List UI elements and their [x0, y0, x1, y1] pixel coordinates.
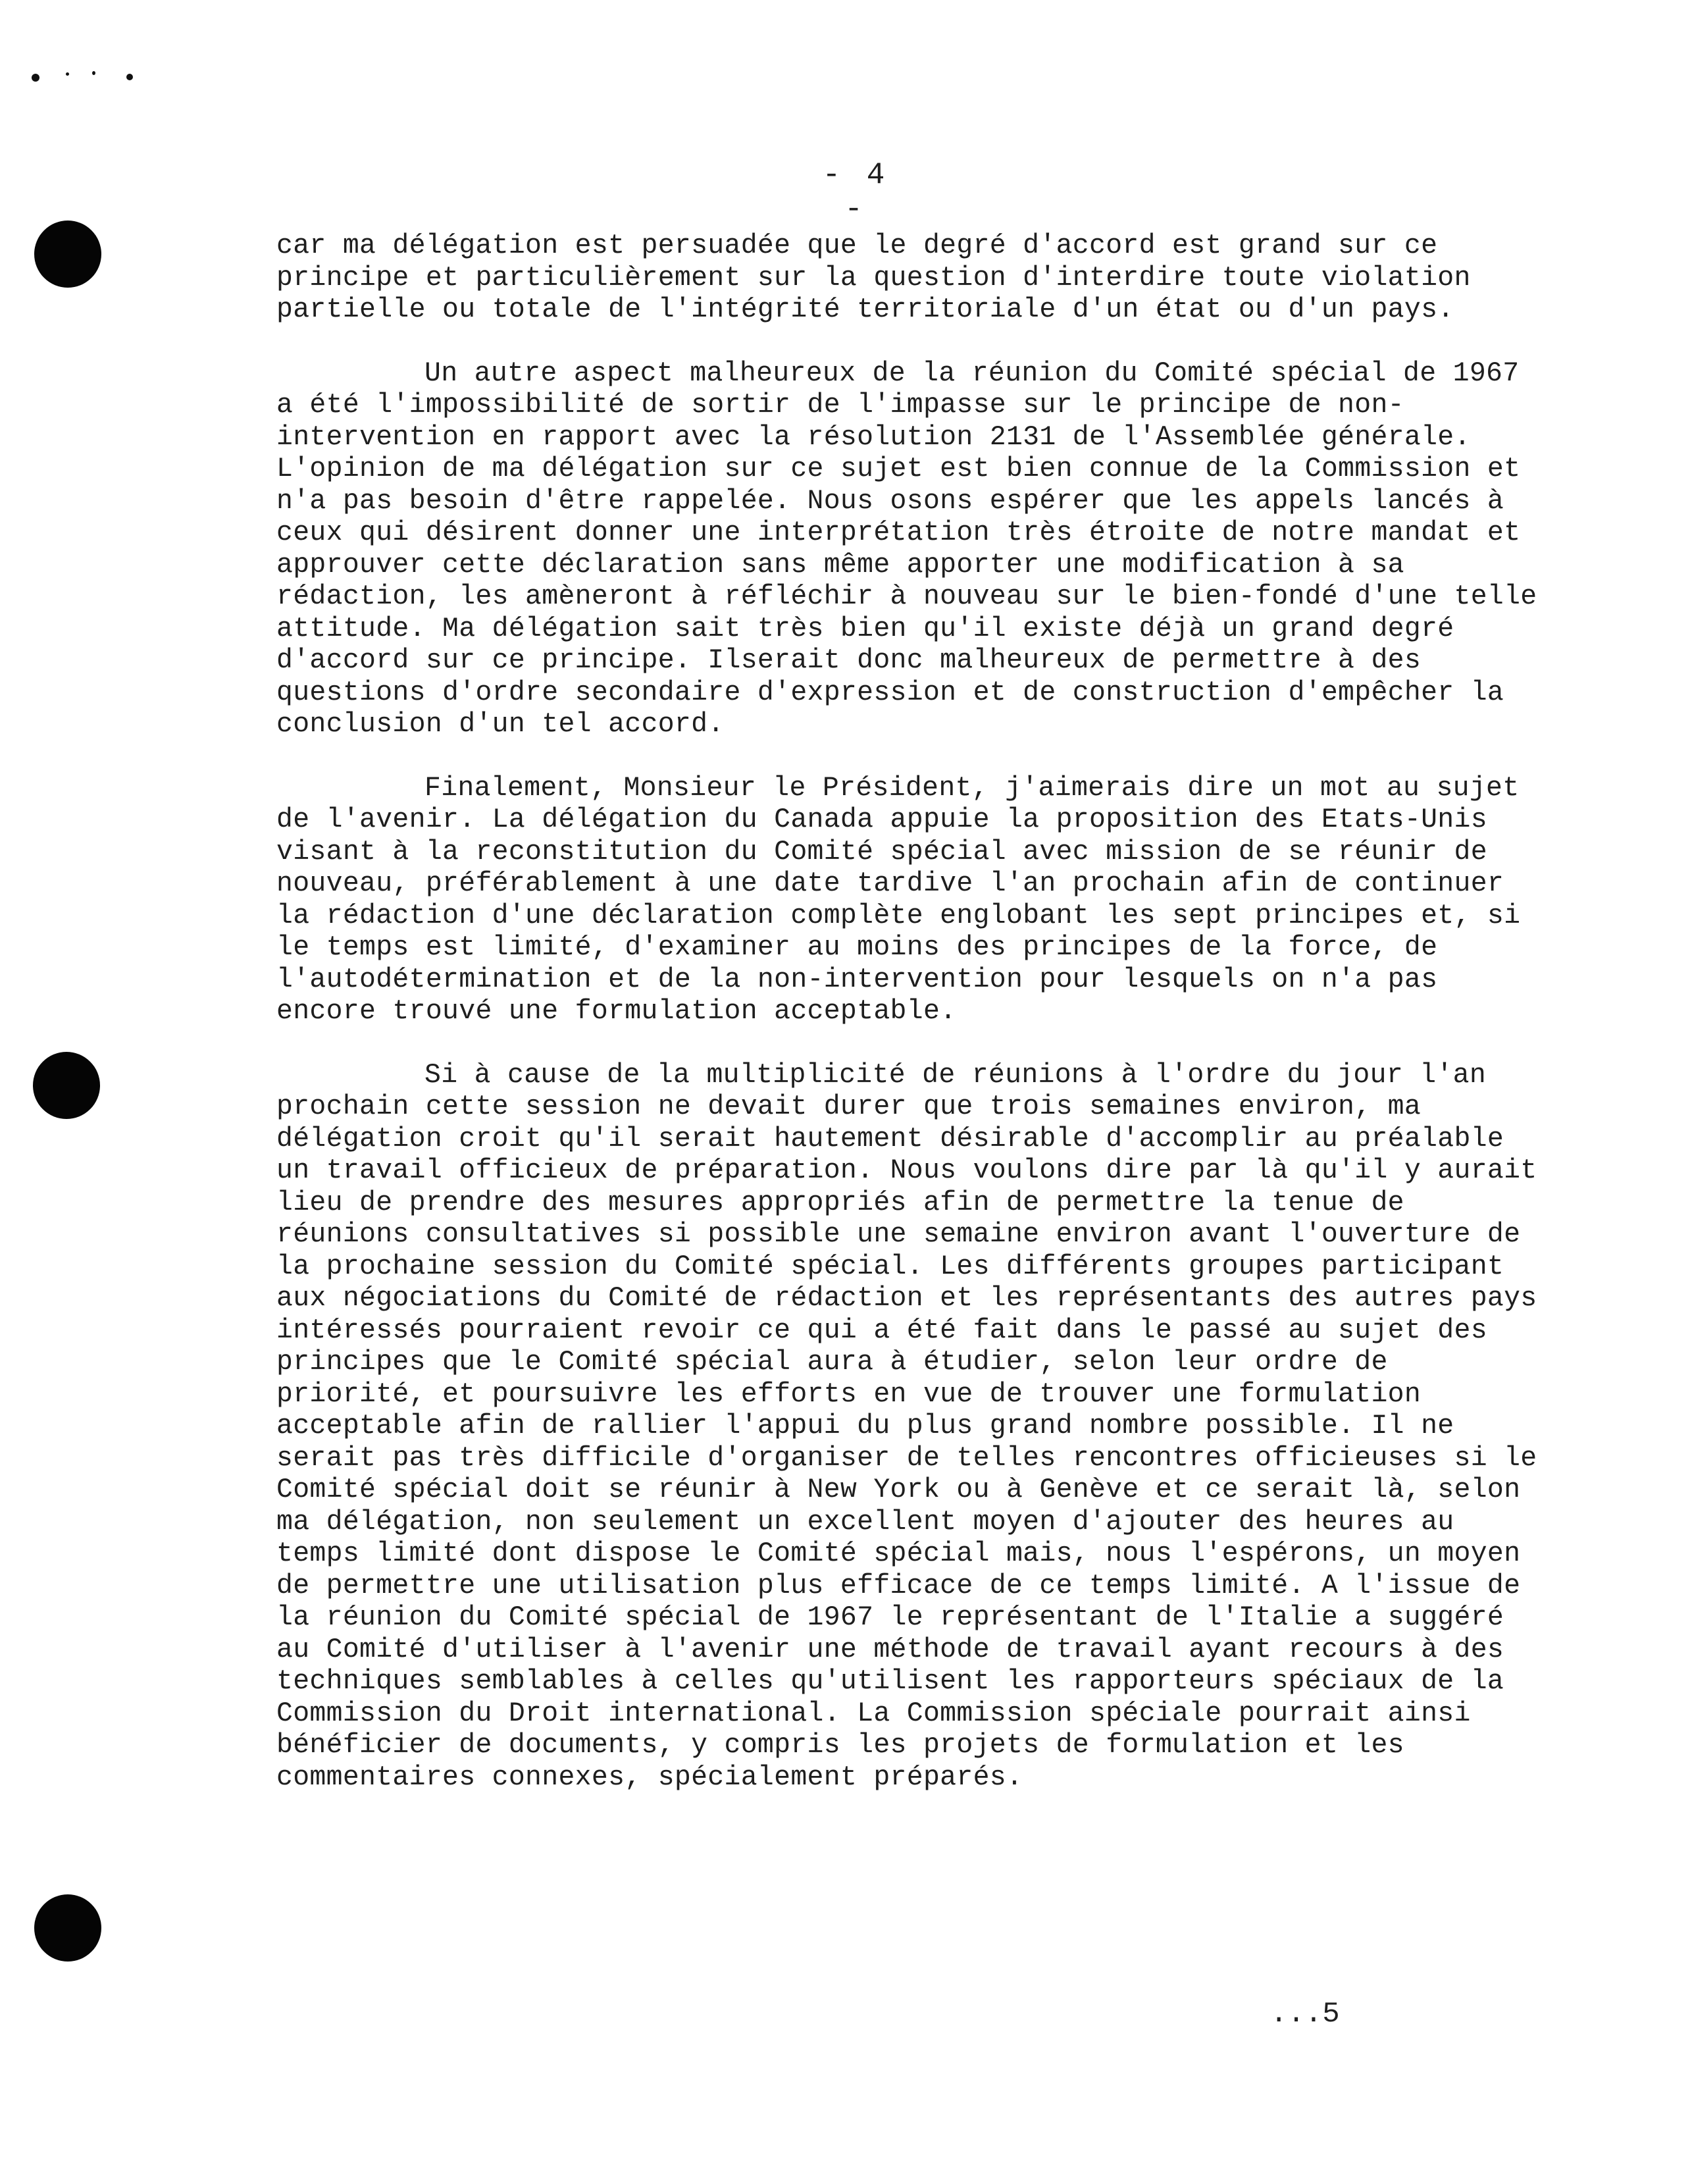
document-body — [276, 230, 1540, 1825]
punch-hole — [34, 221, 101, 288]
edge-mark-dot — [126, 74, 133, 80]
edge-mark-dot — [32, 74, 39, 82]
punch-hole — [34, 1894, 101, 1962]
edge-mark-dot — [92, 71, 95, 75]
edge-mark-dot — [66, 72, 69, 76]
page-number: - 4 - — [822, 158, 889, 226]
paragraph-future: Finalement, Monsieur le Président, j'aimerais dire un mot au sujet de l'avenir. La délégation du Canada appuie la proposition des Etats-Unis visant à la reconstitution du Comité spécial avec mission de se réunir de nouveau, préférablement à une date tardive l'an prochain afin de continuer la rédaction d'une déclaration complète englobant les sept principes et, si le temps est limité, d'examiner au moins des principes de la force, de l'autodétermination et de la non-intervention pour lesquels on n'a pas encore trouvé une formulation acceptable. — [276, 772, 1521, 1027]
continuation-marker: ...5 — [1270, 1998, 1340, 2031]
punch-hole — [33, 1052, 100, 1119]
paragraph-continued: car ma délégation est persuadée que le degré d'accord est grand sur ce principe et particulièrement sur la question d'interdire toute violation partielle ou totale de l'intégrité territoriale d'un état ou d'un pays. — [276, 230, 1471, 325]
paragraph-non-intervention: Un autre aspect malheureux de la réunion du Comité spécial de 1967 a été l'impossibilité de sortir de l'impasse sur le principe de non-intervention en rapport avec la résolution 2131 de l'Assemblée générale. L'opinion de ma délégation sur ce sujet est bien connue de la Commission et n'a pas besoin d'être rappelée. Nous osons espérer que les appels lancés à ceux qui désirent donner une interprétation très étroite de notre mandat et approuver cette déclaration sans même apporter une modification à sa rédaction, les amèneront à réfléchir à nouveau sur le bien-fondé d'une telle attitude. Ma délégation sait très bien qu'il existe déjà un grand degré d'accord sur ce principe. Ilserait donc malheureux de permettre à des questions d'ordre secondaire d'expression et de construction d'empêcher la conclusion d'un tel accord. — [276, 357, 1537, 740]
paragraph-preparation: Si à cause de la multiplicité de réunions à l'ordre du jour l'an prochain cette session ne devait durer que trois semaines environ, ma délégation croit qu'il serait hautement désirable d'accomplir au préalable un travail officieux de préparation. Nous voulons dire par là qu'il y aurait lieu de prendre des mesures appropriés afin de permettre la tenue de réunions consultatives si possible une semaine environ avant l'ouverture de la prochaine session du Comité spécial. Les différents groupes participant aux négociations du Comité de rédaction et les représentants des autres pays intéressés pourraient revoir ce qui a été fait dans le passé au sujet des principes que le Comité spécial aura à étudier, selon leur ordre de priorité, et poursuivre les efforts en vue de trouver une formulation acceptable afin de rallier l'appui du plus grand nombre possible. Il ne serait pas très difficile d'organiser de telles rencontres officieuses si le Comité spécial doit se réunir à New York ou à Genève et ce serait là, selon ma délégation, non seulement un excellent moyen d'ajouter des heures au temps limité dont dispose le Comité spécial mais, nous l'espérons, un moyen de permettre une utilisation plus efficace de ce temps limité. A l'issue de la réunion du Comité spécial de 1967 le représentant de l'Italie a suggéré au Comité d'utiliser à l'avenir une méthode de travail ayant recours à des techniques semblables à celles qu'utilisent les rapporteurs spéciaux de la Commission du Droit international. La Commission spéciale pourrait ainsi bénéficier de documents, y compris les projets de formulation et les commentaires connexes, spécialement préparés. — [276, 1059, 1537, 1793]
